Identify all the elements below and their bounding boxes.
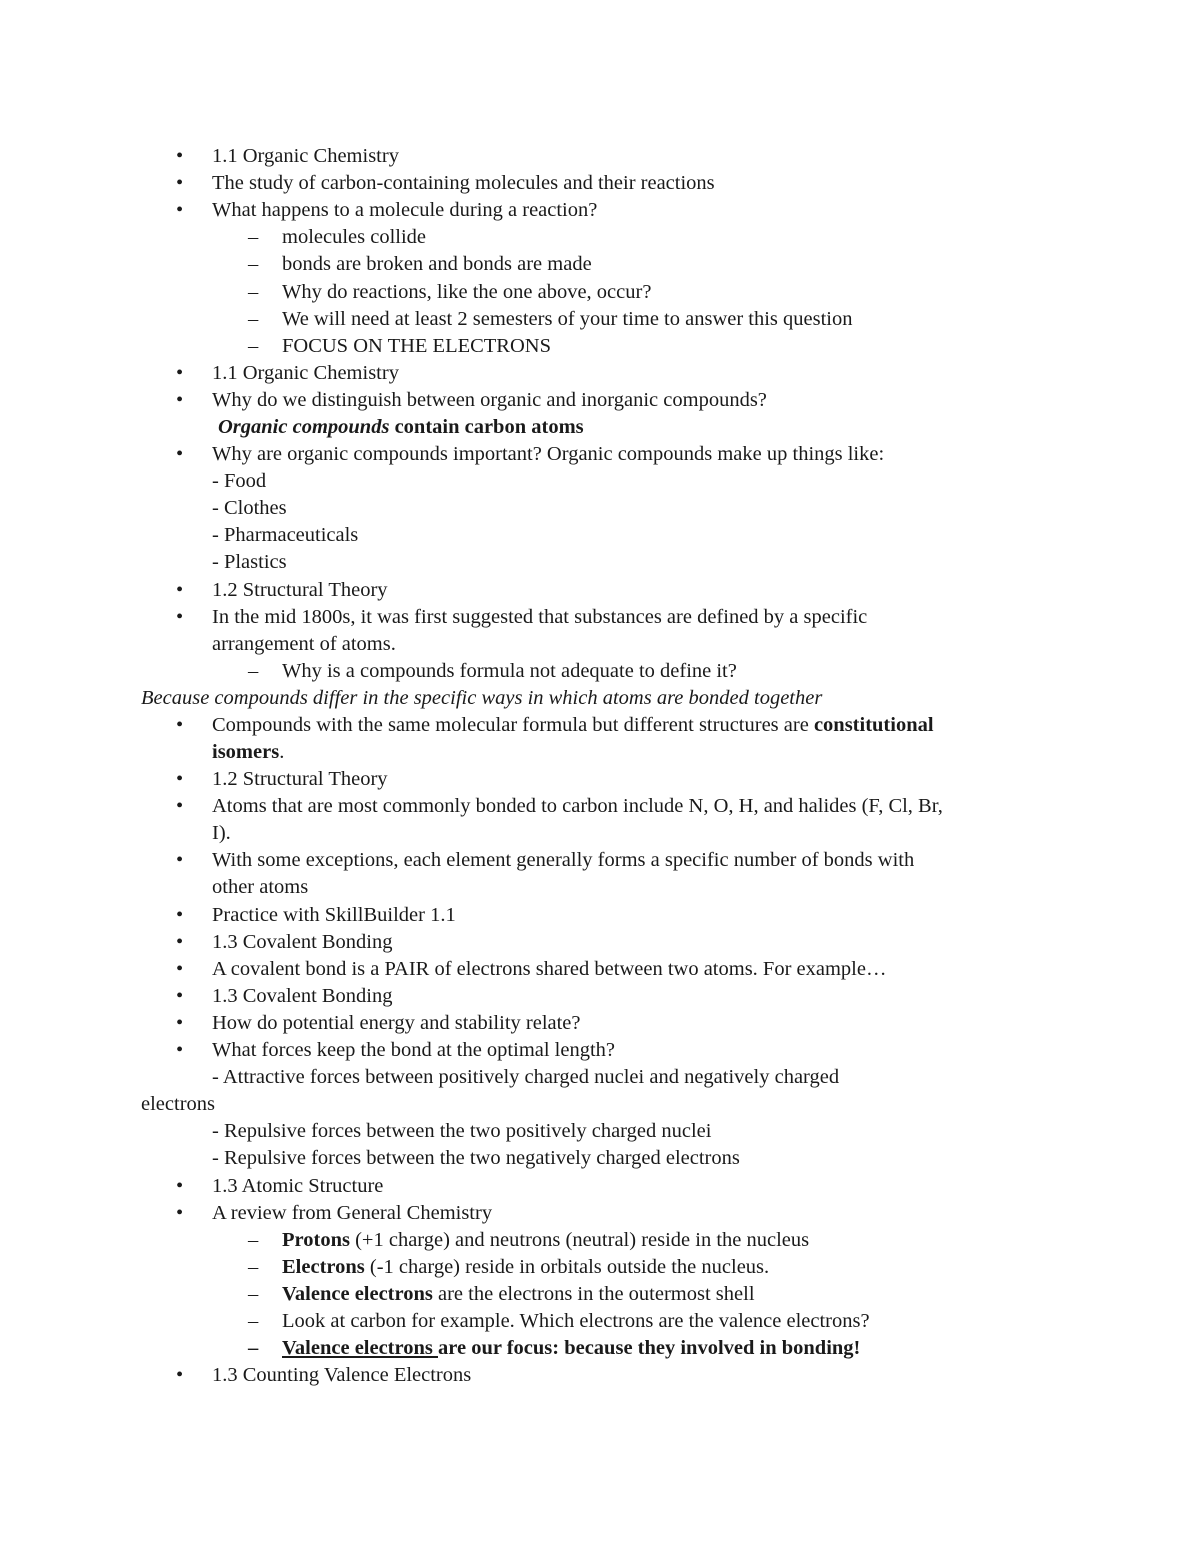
item-text: The study of carbon-containing molecules and their reactions — [212, 172, 715, 194]
item-text: Why is a compounds formula not adequate to define it? — [282, 660, 737, 682]
dash-icon: – — [248, 226, 259, 248]
item-text: - Plastics — [212, 551, 287, 573]
item-text: What forces keep the bond at the optimal length? — [212, 1039, 616, 1061]
item-text: bonds are broken and bonds are made — [282, 253, 592, 275]
dash-icon: – — [248, 308, 259, 330]
bullet-icon: • — [176, 172, 184, 194]
bullet-icon: • — [176, 849, 184, 871]
item-text: - Clothes — [212, 497, 287, 519]
bullet-icon: • — [176, 795, 184, 817]
emphasis-text: are our focus: because they involved in bonding! — [438, 1337, 861, 1359]
item-text: (+1 charge) and neutrons (neutral) reside in the nucleus — [349, 1229, 810, 1251]
dash-icon: – — [248, 660, 259, 682]
item-text: 1.1 Organic Chemistry — [212, 362, 399, 384]
item-text: - Pharmaceuticals — [212, 524, 359, 546]
bullet-icon: • — [176, 985, 184, 1007]
bullet-icon: • — [176, 768, 184, 790]
bold-term: Electrons — [282, 1256, 365, 1278]
item-text: Why do we distinguish between organic and inorganic compounds? — [212, 389, 767, 411]
item-text: 1.3 Covalent Bonding — [212, 931, 393, 953]
bold-term: constitutional — [813, 714, 934, 736]
item-text: 1.3 Atomic Structure — [212, 1175, 384, 1197]
bullet-icon: • — [176, 1039, 184, 1061]
item-text: Why do reactions, like the one above, occur? — [282, 281, 652, 303]
item-text: 1.2 Structural Theory — [212, 768, 388, 790]
item-text: A covalent bond is a PAIR of electrons shared between two atoms. For example… — [212, 958, 887, 980]
bullet-icon: • — [176, 1012, 184, 1034]
bullet-icon: • — [176, 1175, 184, 1197]
item-text: other atoms — [212, 876, 309, 898]
item-text: Compounds with the same molecular formula but different structures are — [212, 714, 814, 736]
item-text: are the electrons in the outermost shell — [432, 1283, 755, 1305]
bullet-icon: • — [176, 904, 184, 926]
emphasis-text: contain carbon atoms — [389, 416, 584, 438]
bullet-icon: • — [176, 958, 184, 980]
item-text: A review from General Chemistry — [212, 1202, 493, 1224]
dash-icon: – — [248, 1283, 259, 1305]
bullet-icon: • — [176, 199, 184, 221]
bullet-icon: • — [176, 606, 184, 628]
item-text: How do potential energy and stability relate? — [212, 1012, 581, 1034]
bullet-icon: • — [176, 579, 184, 601]
dash-icon: – — [248, 253, 259, 275]
bullet-icon: • — [176, 714, 184, 736]
item-text: (-1 charge) reside in orbitals outside the nucleus. — [364, 1256, 770, 1278]
item-text: - Food — [212, 470, 267, 492]
item-text: Look at carbon for example. Which electrons are the valence electrons? — [282, 1310, 870, 1332]
bold-term: Protons — [282, 1229, 350, 1251]
bullet-icon: • — [176, 389, 184, 411]
item-text: I). — [212, 822, 231, 844]
item-text: 1.2 Structural Theory — [212, 579, 388, 601]
item-text: Practice with SkillBuilder 1.1 — [212, 904, 456, 926]
dash-icon: – — [248, 281, 259, 303]
item-text: Because compounds differ in the specific ways in which atoms are bonded together — [141, 687, 823, 709]
item-text: molecules collide — [282, 226, 427, 248]
bullet-icon: • — [176, 362, 184, 384]
item-text: - Attractive forces between positively charged nuclei and negatively charged — [212, 1066, 840, 1088]
dash-icon: – — [248, 1229, 259, 1251]
item-text: 1.1 Organic Chemistry — [212, 145, 399, 167]
dash-icon: – — [248, 1337, 259, 1359]
bullet-icon: • — [176, 145, 184, 167]
dash-icon: – — [248, 1310, 259, 1332]
bullet-icon: • — [176, 1202, 184, 1224]
item-text: In the mid 1800s, it was first suggested that substances are defined by a specific — [212, 606, 868, 628]
item-text: What happens to a molecule during a reaction? — [212, 199, 598, 221]
item-text: Why are organic compounds important? Organic compounds make up things like: — [212, 443, 885, 465]
item-text: electrons — [141, 1093, 215, 1115]
item-text: Atoms that are most commonly bonded to carbon include N, O, H, and halides (F, Cl, Br, — [212, 795, 943, 817]
item-text: . — [279, 741, 285, 763]
item-text: - Repulsive forces between the two positively charged nuclei — [212, 1120, 712, 1142]
bold-term: Valence electrons — [282, 1283, 433, 1305]
dash-icon: – — [248, 335, 259, 357]
item-text: With some exceptions, each element generally forms a specific number of bonds with — [212, 849, 915, 871]
item-text: arrangement of atoms. — [212, 633, 396, 655]
bullet-icon: • — [176, 931, 184, 953]
bold-term: isomers — [212, 741, 280, 763]
bold-term: Valence electrons — [282, 1337, 438, 1359]
item-text: We will need at least 2 semesters of your time to answer this question — [282, 308, 853, 330]
bullet-icon: • — [176, 443, 184, 465]
emphasis-term: Organic compounds — [218, 416, 390, 438]
item-text: 1.3 Covalent Bonding — [212, 985, 393, 1007]
item-text: FOCUS ON THE ELECTRONS — [282, 335, 551, 357]
bullet-icon: • — [176, 1364, 184, 1386]
item-text: 1.3 Counting Valence Electrons — [212, 1364, 472, 1386]
dash-icon: – — [248, 1256, 259, 1278]
item-text: - Repulsive forces between the two negatively charged electrons — [212, 1147, 740, 1169]
